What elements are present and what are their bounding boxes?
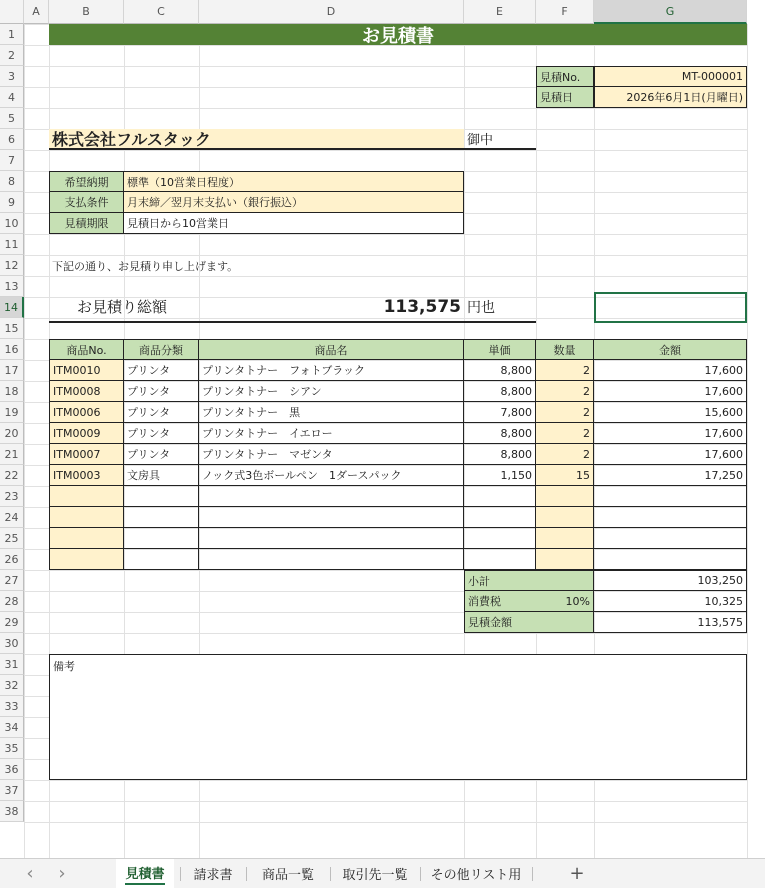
- row-header-9[interactable]: 9: [0, 192, 24, 213]
- gridline-horizontal: [24, 150, 747, 151]
- sheet-tab-bar: [0, 858, 765, 888]
- row-header-24[interactable]: 24: [0, 507, 24, 528]
- table-cell-qty[interactable]: [536, 528, 594, 549]
- tab-label: 見積書: [125, 863, 164, 885]
- column-header-f[interactable]: F: [536, 0, 594, 24]
- subtotal-value[interactable]: 103,250: [594, 570, 747, 591]
- estimate-no-label[interactable]: 見積No.: [536, 66, 594, 87]
- condition-value[interactable]: 見積日から10営業日: [124, 213, 464, 234]
- tab-label: 商品一覧: [261, 868, 314, 883]
- next-sheet-icon[interactable]: ›: [58, 863, 66, 884]
- table-cell-qty[interactable]: 2: [536, 360, 594, 381]
- table-cell-no[interactable]: [49, 549, 124, 570]
- prev-sheet-icon[interactable]: ‹: [26, 863, 34, 884]
- tax-label[interactable]: 消費税: [464, 591, 536, 612]
- table-cell-qty[interactable]: [536, 507, 594, 528]
- table-cell-qty[interactable]: [536, 486, 594, 507]
- row-header-29[interactable]: 29: [0, 612, 24, 633]
- table-cell-name[interactable]: ノック式3色ボールペン 1ダースパック: [199, 465, 464, 486]
- table-cell-price[interactable]: [464, 549, 536, 570]
- row-header-12[interactable]: 12: [0, 255, 24, 276]
- gridline-horizontal: [24, 780, 747, 781]
- grand-total-label[interactable]: 見積金額: [464, 612, 594, 633]
- table-cell-no[interactable]: [49, 507, 124, 528]
- row-header-25[interactable]: 25: [0, 528, 24, 549]
- row-header-17[interactable]: 17: [0, 360, 24, 381]
- gridline-vertical: [747, 24, 748, 858]
- tab-label: 請求書: [193, 868, 233, 883]
- gridline-horizontal: [24, 822, 747, 823]
- table-cell-price[interactable]: 1,150: [464, 465, 536, 486]
- table-cell-price[interactable]: 7,800: [464, 402, 536, 423]
- table-cell-no[interactable]: ITM0009: [49, 423, 124, 444]
- table-cell-category[interactable]: プリンタ: [124, 360, 199, 381]
- row-header-16[interactable]: 16: [0, 339, 24, 360]
- table-cell-no[interactable]: ITM0007: [49, 444, 124, 465]
- gridline-horizontal: [24, 276, 747, 277]
- row-header-30[interactable]: 30: [0, 633, 24, 654]
- tab-label: 取引先一覧: [342, 868, 408, 883]
- row-header-38[interactable]: 38: [0, 801, 24, 822]
- table-cell-no[interactable]: ITM0010: [49, 360, 124, 381]
- row-header-21[interactable]: 21: [0, 444, 24, 465]
- table-cell-price[interactable]: [464, 528, 536, 549]
- table-cell-qty[interactable]: 2: [536, 444, 594, 465]
- customer-suffix[interactable]: 御中: [464, 129, 536, 150]
- table-header[interactable]: 商品分類: [124, 339, 199, 360]
- table-cell-price[interactable]: 8,800: [464, 360, 536, 381]
- condition-value[interactable]: 月末締／翌月末支払い（銀行振込）: [124, 192, 464, 213]
- row-header-14[interactable]: 14: [0, 297, 24, 318]
- row-header-2[interactable]: 2: [0, 45, 24, 66]
- table-cell-amount[interactable]: 17,600: [594, 444, 747, 465]
- select-all-corner[interactable]: [0, 0, 24, 24]
- condition-label[interactable]: 希望納期: [49, 171, 124, 192]
- column-header-g[interactable]: G: [594, 0, 747, 24]
- column-header-a[interactable]: A: [24, 0, 49, 24]
- tab-client-list[interactable]: [332, 859, 418, 888]
- table-cell-category[interactable]: プリンタ: [124, 402, 199, 423]
- row-header-10[interactable]: 10: [0, 213, 24, 234]
- remarks-box[interactable]: [49, 654, 747, 780]
- table-header[interactable]: 金額: [594, 339, 747, 360]
- table-header[interactable]: 単価: [464, 339, 536, 360]
- table-cell-category[interactable]: プリンタ: [124, 423, 199, 444]
- row-header-28[interactable]: 28: [0, 591, 24, 612]
- condition-value[interactable]: 標準（10営業日程度）: [124, 171, 464, 192]
- table-header[interactable]: 数量: [536, 339, 594, 360]
- table-cell-name[interactable]: [199, 486, 464, 507]
- table-cell-price[interactable]: [464, 507, 536, 528]
- table-cell-category[interactable]: [124, 507, 199, 528]
- selected-cell[interactable]: [594, 292, 747, 323]
- table-cell-qty[interactable]: 2: [536, 423, 594, 444]
- table-cell-amount[interactable]: 17,600: [594, 423, 747, 444]
- table-cell-name[interactable]: プリンタトナー イエロー: [199, 423, 464, 444]
- table-cell-name[interactable]: [199, 507, 464, 528]
- row-header-19[interactable]: 19: [0, 402, 24, 423]
- table-cell-price[interactable]: [464, 486, 536, 507]
- table-cell-qty[interactable]: [536, 549, 594, 570]
- tab-label: その他リスト用: [430, 868, 522, 883]
- row-header-22[interactable]: 22: [0, 465, 24, 486]
- add-sheet-icon[interactable]: +: [569, 863, 585, 884]
- table-cell-qty[interactable]: 15: [536, 465, 594, 486]
- table-cell-no[interactable]: ITM0006: [49, 402, 124, 423]
- table-cell-price[interactable]: 8,800: [464, 381, 536, 402]
- row-header-7[interactable]: 7: [0, 150, 24, 171]
- row-header-35[interactable]: 35: [0, 738, 24, 759]
- gridline-horizontal: [24, 108, 747, 109]
- tax-rate[interactable]: 10%: [536, 591, 594, 612]
- row-header-23[interactable]: 23: [0, 486, 24, 507]
- condition-label[interactable]: 見積期限: [49, 213, 124, 234]
- row-header-36[interactable]: 36: [0, 759, 24, 780]
- row-header-27[interactable]: 27: [0, 570, 24, 591]
- total-label[interactable]: お見積り総額: [49, 292, 199, 323]
- table-cell-amount[interactable]: [594, 549, 747, 570]
- estimate-date-label[interactable]: 見積日: [536, 87, 594, 108]
- row-header-6[interactable]: 6: [0, 129, 24, 150]
- gridline-horizontal: [24, 234, 747, 235]
- tab-estimate[interactable]: [116, 859, 174, 888]
- row-header-5[interactable]: 5: [0, 108, 24, 129]
- table-cell-amount[interactable]: 15,600: [594, 402, 747, 423]
- table-cell-qty[interactable]: 2: [536, 381, 594, 402]
- tab-other-lists[interactable]: [422, 859, 530, 888]
- table-cell-name[interactable]: [199, 528, 464, 549]
- table-cell-no[interactable]: ITM0003: [49, 465, 124, 486]
- row-header-3[interactable]: 3: [0, 66, 24, 87]
- table-cell-amount[interactable]: [594, 507, 747, 528]
- total-suffix[interactable]: 円也: [464, 292, 536, 323]
- tab-invoice[interactable]: [182, 859, 244, 888]
- table-cell-amount[interactable]: 17,600: [594, 381, 747, 402]
- column-header-d[interactable]: D: [199, 0, 464, 24]
- column-header-e[interactable]: E: [464, 0, 536, 24]
- customer-name[interactable]: 株式会社フルスタック: [49, 129, 464, 150]
- table-cell-price[interactable]: 8,800: [464, 423, 536, 444]
- row-header-20[interactable]: 20: [0, 423, 24, 444]
- table-cell-category[interactable]: プリンタ: [124, 444, 199, 465]
- row-header-1[interactable]: 1: [0, 24, 24, 45]
- gridline-horizontal: [24, 633, 747, 634]
- grand-total-value[interactable]: 113,575: [594, 612, 747, 633]
- row-header-8[interactable]: 8: [0, 171, 24, 192]
- row-header-34[interactable]: 34: [0, 717, 24, 738]
- intro-text[interactable]: 下記の通り、お見積り申し上げます。: [52, 259, 239, 273]
- table-cell-name[interactable]: プリンタトナー 黒: [199, 402, 464, 423]
- column-header-c[interactable]: C: [124, 0, 199, 24]
- row-header-15[interactable]: 15: [0, 318, 24, 339]
- row-header-18[interactable]: 18: [0, 381, 24, 402]
- row-header-11[interactable]: 11: [0, 234, 24, 255]
- condition-label[interactable]: 支払条件: [49, 192, 124, 213]
- table-cell-category[interactable]: プリンタ: [124, 381, 199, 402]
- table-cell-no[interactable]: ITM0008: [49, 381, 124, 402]
- title-band[interactable]: お見積書: [49, 24, 747, 45]
- gridline-horizontal: [24, 801, 747, 802]
- table-cell-amount[interactable]: 17,600: [594, 360, 747, 381]
- tab-product-list[interactable]: [248, 859, 328, 888]
- estimate-no-value[interactable]: MT-000001: [594, 66, 747, 87]
- remarks-label: 備考: [53, 660, 75, 673]
- table-cell-no[interactable]: [49, 486, 124, 507]
- row-header-37[interactable]: 37: [0, 780, 24, 801]
- estimate-date-value[interactable]: 2026年6月1日(月曜日): [594, 87, 747, 108]
- row-header-13[interactable]: 13: [0, 276, 24, 297]
- total-amount[interactable]: 113,575: [199, 292, 464, 323]
- row-header-4[interactable]: 4: [0, 87, 24, 108]
- table-cell-name[interactable]: プリンタトナー マゼンタ: [199, 444, 464, 465]
- table-cell-amount[interactable]: [594, 486, 747, 507]
- column-header-b[interactable]: B: [49, 0, 124, 24]
- table-cell-amount[interactable]: 17,250: [594, 465, 747, 486]
- table-cell-name[interactable]: プリンタトナー フォトブラック: [199, 360, 464, 381]
- table-cell-amount[interactable]: [594, 528, 747, 549]
- table-cell-name[interactable]: プリンタトナー シアン: [199, 381, 464, 402]
- row-header-33[interactable]: 33: [0, 696, 24, 717]
- table-cell-category[interactable]: [124, 528, 199, 549]
- table-cell-price[interactable]: 8,800: [464, 444, 536, 465]
- table-header[interactable]: 商品名: [199, 339, 464, 360]
- row-header-26[interactable]: 26: [0, 549, 24, 570]
- table-cell-category[interactable]: [124, 549, 199, 570]
- table-cell-category[interactable]: 文房具: [124, 465, 199, 486]
- table-cell-no[interactable]: [49, 528, 124, 549]
- tax-value[interactable]: 10,325: [594, 591, 747, 612]
- row-header-32[interactable]: 32: [0, 675, 24, 696]
- row-header-31[interactable]: 31: [0, 654, 24, 675]
- gridline-horizontal: [24, 45, 747, 46]
- table-cell-name[interactable]: [199, 549, 464, 570]
- table-cell-qty[interactable]: 2: [536, 402, 594, 423]
- table-cell-category[interactable]: [124, 486, 199, 507]
- table-header[interactable]: 商品No.: [49, 339, 124, 360]
- subtotal-label[interactable]: 小計: [464, 570, 594, 591]
